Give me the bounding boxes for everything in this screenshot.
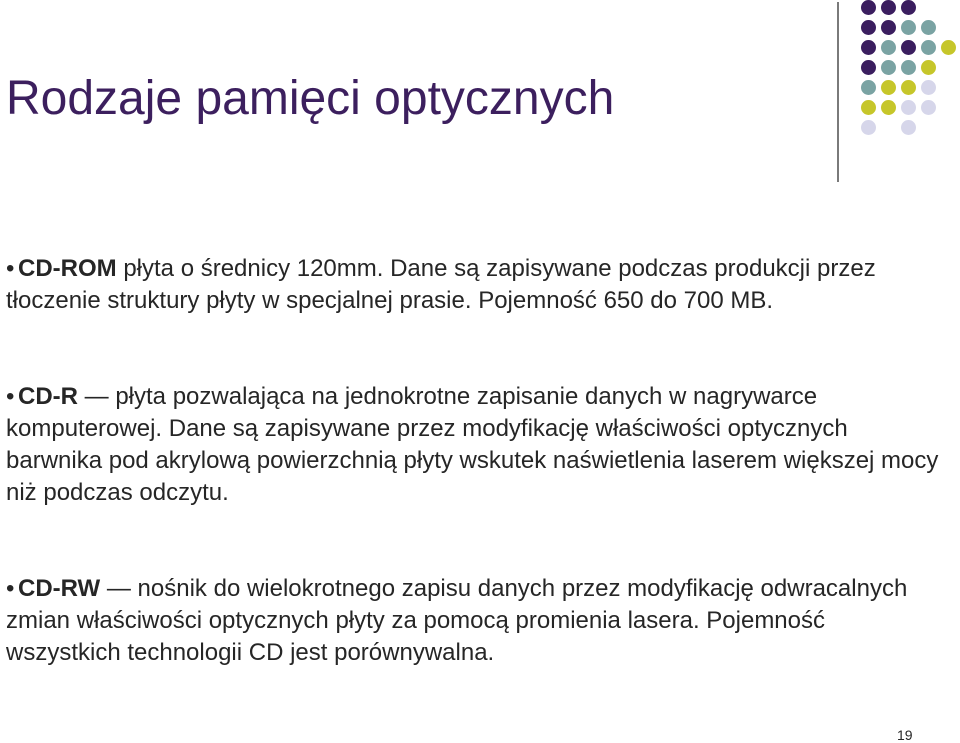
decorative-dot <box>921 80 936 95</box>
decorative-dot <box>901 120 916 135</box>
bullet-marker: • <box>6 383 15 410</box>
decorative-dot <box>881 80 896 95</box>
page-number: 19 <box>897 727 913 743</box>
decorative-vertical-rule <box>837 2 839 182</box>
bullet-list <box>6 253 946 669</box>
bullet-cd-rw <box>6 573 946 669</box>
term-cd-r: CD-R <box>18 383 78 410</box>
decorative-dot <box>921 60 936 75</box>
decorative-dot <box>901 20 916 35</box>
decorative-dot <box>921 40 936 55</box>
decorative-dot <box>901 60 916 75</box>
decorative-dot <box>861 100 876 115</box>
decorative-dot <box>941 40 956 55</box>
decorative-dot <box>861 60 876 75</box>
decorative-dot <box>881 0 896 15</box>
decorative-dot <box>901 100 916 115</box>
decorative-dot-grid <box>861 0 960 160</box>
decorative-dot <box>901 80 916 95</box>
bullet-marker: • <box>6 575 15 602</box>
term-cd-rom: CD-ROM <box>18 255 117 282</box>
decorative-dot <box>921 100 936 115</box>
decorative-dot <box>901 0 916 15</box>
bullet-marker: • <box>6 255 15 282</box>
decorative-dot <box>861 0 876 15</box>
description-cd-rom: płyta o średnicy 120mm. Dane są zapisywane podczas produkcji przez tłoczenie struktury płyty w specjalnej prasie. Pojemność 650 do 700 MB. <box>6 255 876 314</box>
decorative-dot <box>881 60 896 75</box>
decorative-dot <box>901 40 916 55</box>
decorative-dot <box>861 40 876 55</box>
bullet-cd-r <box>6 381 946 509</box>
decorative-dot <box>921 20 936 35</box>
description-cd-rw: — nośnik do wielokrotnego zapisu danych przez modyfikację odwracalnych zmian właściwości optycznych płyty za pomocą promienia lasera. Pojemność wszystkich technologii CD jest porównywalna. <box>6 575 908 666</box>
decorative-dot <box>881 100 896 115</box>
bullet-cd-rom <box>6 253 946 317</box>
decorative-dot <box>861 120 876 135</box>
decorative-dot <box>881 40 896 55</box>
description-cd-r: — płyta pozwalająca na jednokrotne zapisanie danych w nagrywarce komputerowej. Dane są zapisywane przez modyfikację właściwości optycznych barwnika pod akrylową powierzchnią płyty wskutek naświetlenia laserem większej mocy niż podczas odczytu. <box>6 383 939 506</box>
term-cd-rw: CD-RW <box>18 575 101 602</box>
decorative-dot <box>861 80 876 95</box>
decorative-dot <box>861 20 876 35</box>
slide-title: Rodzaje pamięci optycznych <box>6 72 615 125</box>
decorative-dot <box>881 20 896 35</box>
